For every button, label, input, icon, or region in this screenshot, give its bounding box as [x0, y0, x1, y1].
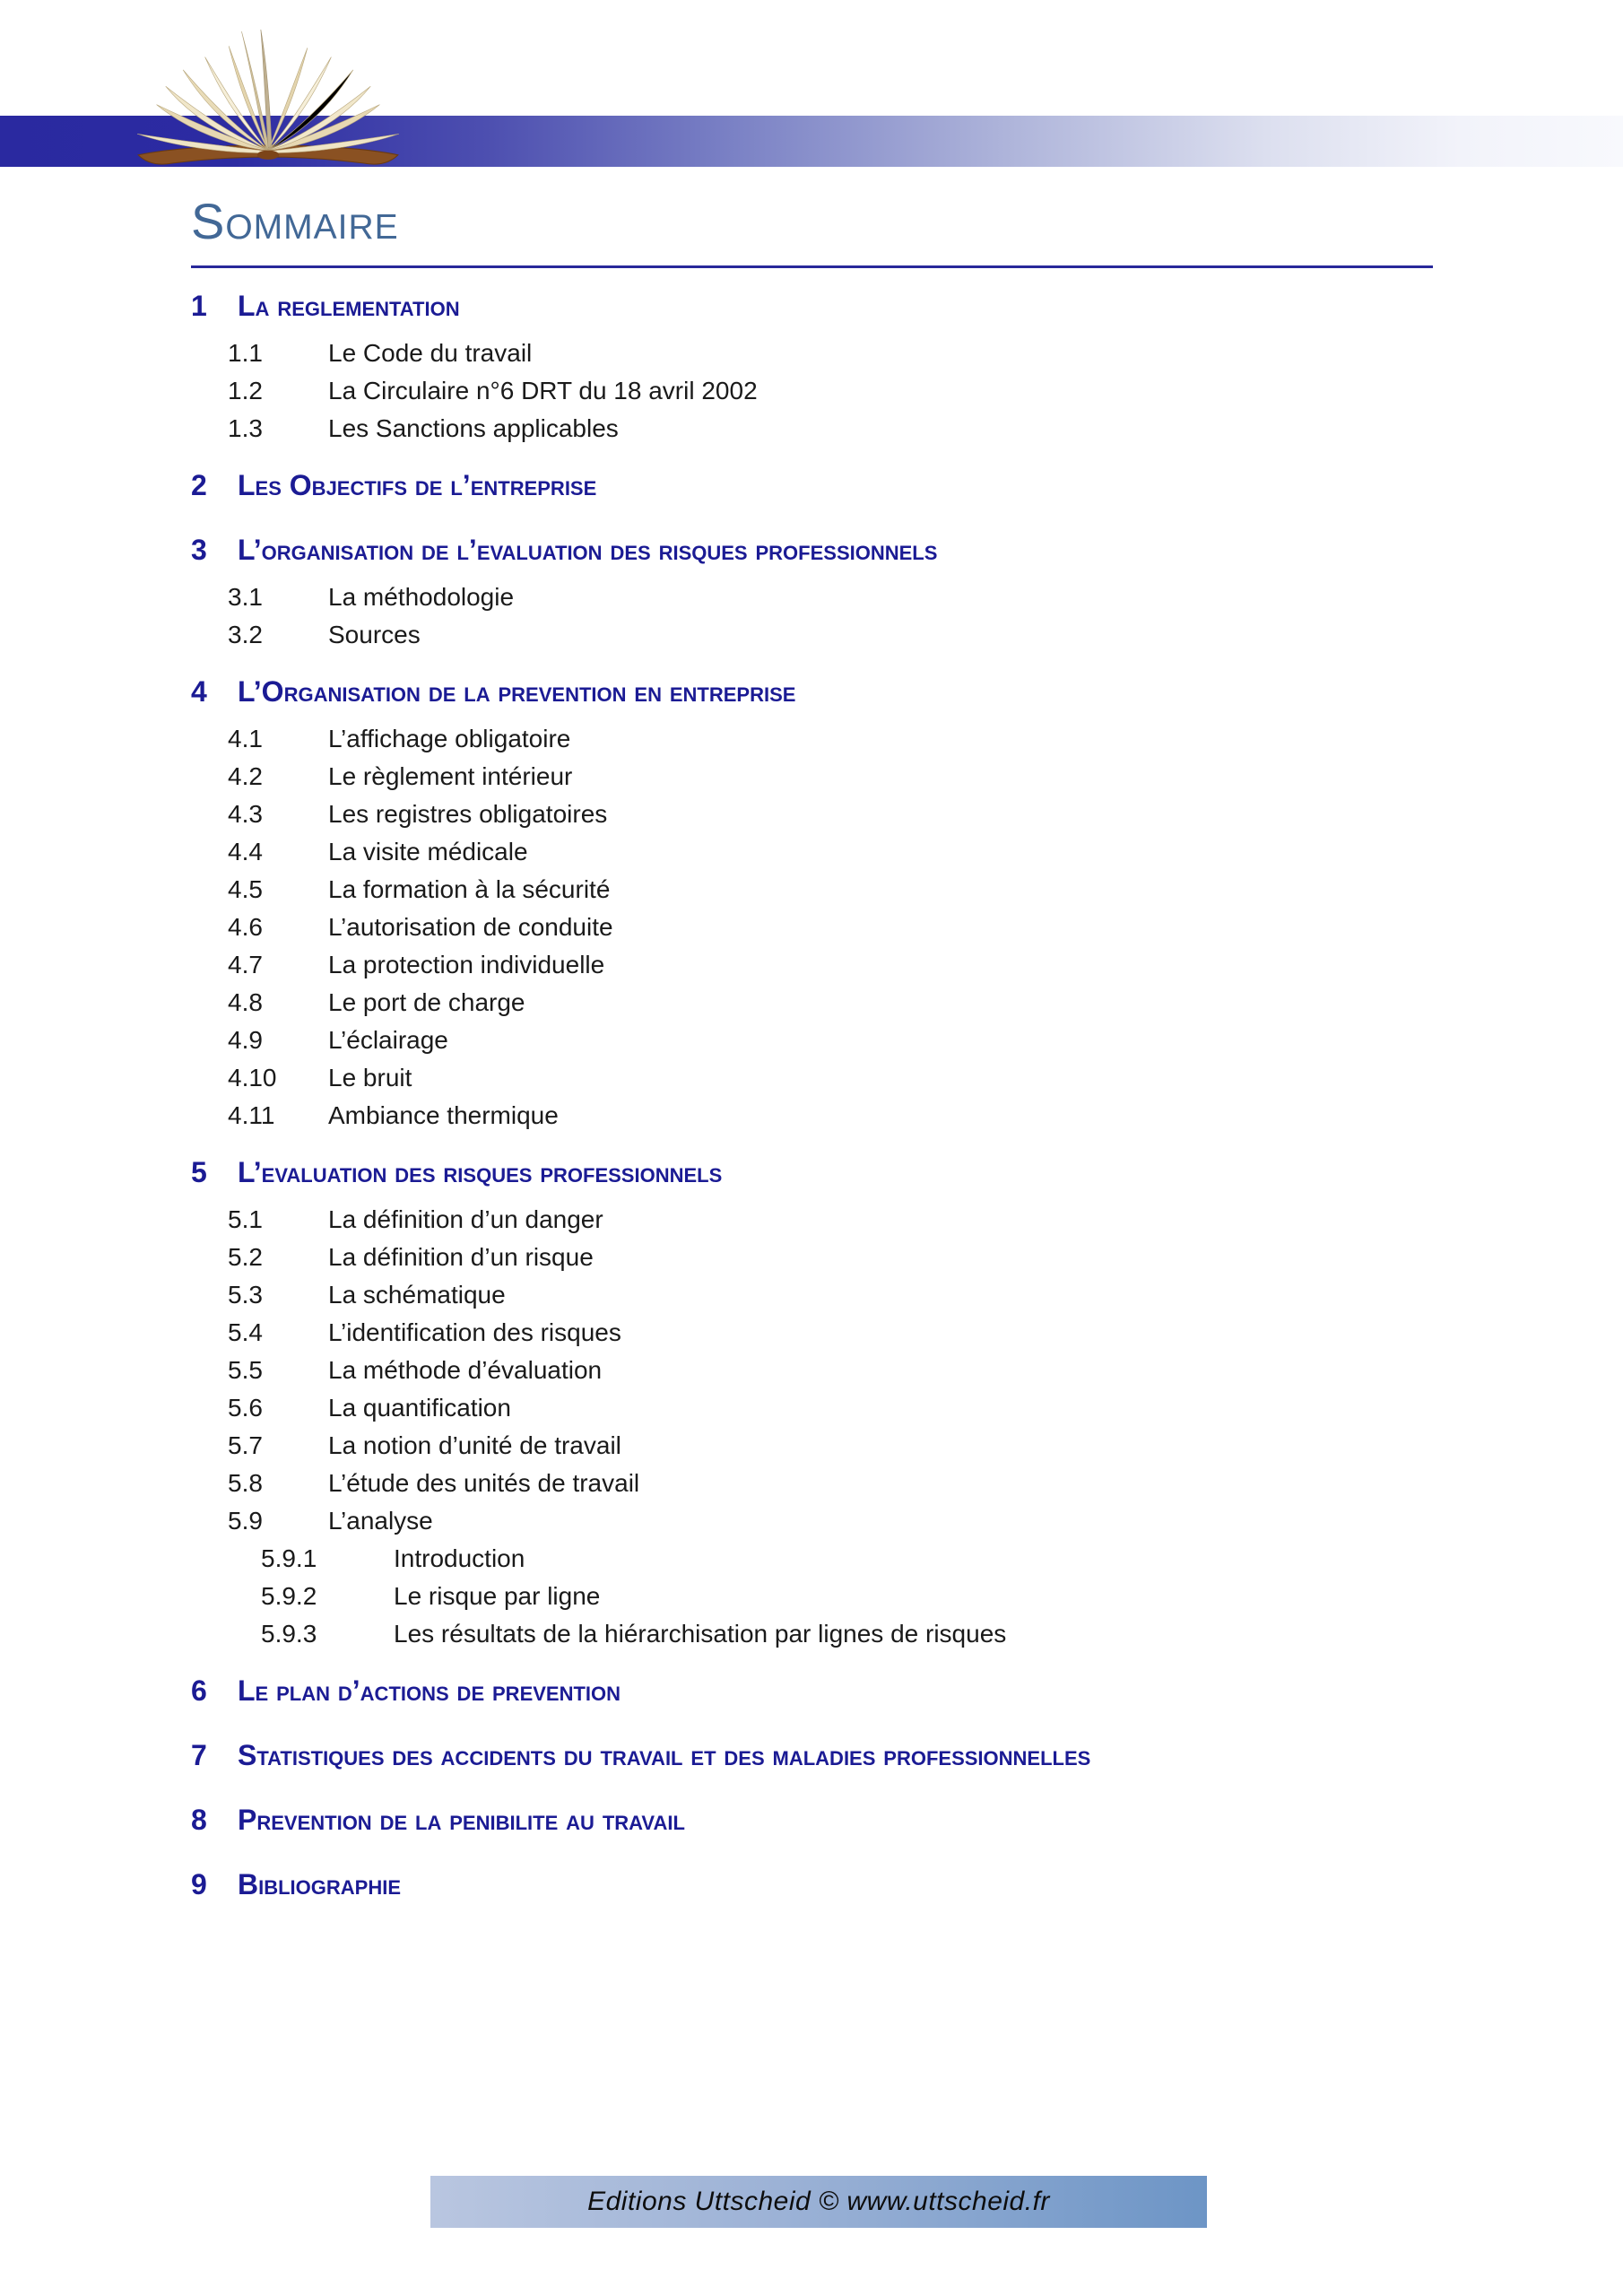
footer-banner	[430, 2176, 1207, 2228]
toc-entry	[228, 946, 1433, 984]
table-of-contents	[191, 279, 1433, 1911]
toc-entry-number: 4.5	[228, 875, 263, 903]
toc-entry	[228, 1465, 1433, 1502]
toc-entry-number: 3	[191, 534, 207, 566]
toc-section-heading	[191, 665, 1433, 718]
toc-entry-label: Les registres obligatoires	[328, 800, 608, 828]
toc-entry	[228, 1059, 1433, 1097]
toc-entry-number: 4.9	[228, 1026, 263, 1054]
toc-entry-label: Le port de charge	[328, 988, 525, 1016]
toc-entry-number: 1.1	[228, 339, 263, 367]
toc-entry-label: L’analyse	[328, 1507, 433, 1535]
toc-entry-label: Bibliographie	[238, 1868, 402, 1900]
toc-entry-number: 5.4	[228, 1318, 263, 1346]
toc-entry-number: 9	[191, 1868, 207, 1900]
open-book-image	[131, 27, 405, 170]
toc-entry-label: La notion d’unité de travail	[328, 1431, 621, 1459]
toc-entry-label: La quantification	[328, 1394, 511, 1422]
toc-entry	[228, 1201, 1433, 1239]
toc-entry	[228, 1239, 1433, 1276]
toc-entry	[228, 1427, 1433, 1465]
toc-entry-label: L’organisation de l’evaluation des risques professionnels	[238, 534, 938, 566]
page-title: Sommaire	[191, 193, 399, 249]
toc-entry-number: 4.7	[228, 951, 263, 978]
toc-entry-number: 4.4	[228, 838, 263, 865]
toc-entry	[228, 796, 1433, 833]
toc-entry-number: 2	[191, 469, 207, 501]
toc-entry-label: Prevention de la penibilite au travail	[238, 1804, 685, 1836]
toc-entry	[228, 1389, 1433, 1427]
toc-entry-label: La visite médicale	[328, 838, 528, 865]
toc-entry-label: La définition d’un risque	[328, 1243, 594, 1271]
toc-entry	[228, 909, 1433, 946]
toc-entry	[261, 1540, 1433, 1578]
toc-entry-number: 5.9.3	[261, 1620, 317, 1648]
toc-entry-number: 4.8	[228, 988, 263, 1016]
main-content	[191, 193, 1433, 1913]
toc-entry	[228, 833, 1433, 871]
toc-section-heading	[191, 279, 1433, 333]
toc-entry	[228, 1276, 1433, 1314]
toc-entry	[228, 1097, 1433, 1135]
toc-entry-label: Les Sanctions applicables	[328, 414, 619, 442]
toc-entry	[228, 578, 1433, 616]
toc-entry	[228, 335, 1433, 372]
toc-entry-number: 4.11	[228, 1101, 275, 1129]
footer-text: Editions Uttscheid © www.uttscheid.fr	[587, 2187, 1050, 2216]
toc-entry	[228, 372, 1433, 410]
toc-entry-number: 4.2	[228, 762, 263, 790]
toc-entry	[261, 1578, 1433, 1615]
toc-entry-label: La reglementation	[238, 290, 460, 322]
toc-entry-label: L’Organisation de la prevention en entreprise	[238, 675, 796, 708]
toc-entry-label: La formation à la sécurité	[328, 875, 611, 903]
toc-entry-number: 6	[191, 1674, 207, 1707]
toc-entry-number: 5.1	[228, 1205, 263, 1233]
open-book-icon	[131, 27, 405, 170]
toc-entry-number: 5.5	[228, 1356, 263, 1384]
toc-entry-number: 7	[191, 1739, 207, 1771]
toc-entry-label: Le Code du travail	[328, 339, 533, 367]
toc-entry-number: 5.2	[228, 1243, 263, 1271]
toc-entry	[228, 720, 1433, 758]
toc-entry-label: Le bruit	[328, 1064, 412, 1091]
toc-entry-number: 4.1	[228, 725, 263, 752]
toc-entry-number: 3.1	[228, 583, 263, 611]
toc-entry-label: La Circulaire n°6 DRT du 18 avril 2002	[328, 377, 758, 404]
toc-section-heading	[191, 523, 1433, 577]
toc-entry	[228, 410, 1433, 448]
toc-entry-number: 4.6	[228, 913, 263, 941]
toc-section-heading	[191, 1857, 1433, 1911]
toc-entry-label: L’identification des risques	[328, 1318, 621, 1346]
toc-entry-number: 1	[191, 290, 207, 322]
toc-section-heading	[191, 1145, 1433, 1199]
toc-entry-label: L’étude des unités de travail	[328, 1469, 640, 1497]
toc-entry-label: La méthodologie	[328, 583, 515, 611]
toc-entry	[228, 984, 1433, 1022]
toc-entry-number: 4	[191, 675, 207, 708]
toc-entry-label: L’autorisation de conduite	[328, 913, 613, 941]
toc-entry-label: L’affichage obligatoire	[328, 725, 571, 752]
toc-entry-label: La définition d’un danger	[328, 1205, 603, 1233]
toc-entry-label: Le règlement intérieur	[328, 762, 573, 790]
title-rule	[191, 265, 1433, 268]
toc-entry-number: 5.8	[228, 1469, 263, 1497]
toc-entry	[228, 1314, 1433, 1352]
toc-entry-number: 8	[191, 1804, 207, 1836]
toc-entry-number: 5.3	[228, 1281, 263, 1309]
toc-entry-number: 5.9.2	[261, 1582, 317, 1610]
toc-entry-number: 5.7	[228, 1431, 263, 1459]
toc-section-heading	[191, 458, 1433, 512]
toc-entry-label: Le plan d’actions de prevention	[238, 1674, 621, 1707]
toc-entry-label: Le risque par ligne	[394, 1582, 601, 1610]
toc-section-heading	[191, 1793, 1433, 1847]
toc-section-heading	[191, 1664, 1433, 1718]
toc-entry-number: 3.2	[228, 621, 263, 648]
toc-entry-label: Sources	[328, 621, 421, 648]
toc-entry	[228, 616, 1433, 654]
toc-entry	[228, 871, 1433, 909]
toc-entry-label: Statistiques des accidents du travail et des maladies professionnelles	[238, 1739, 1091, 1771]
toc-section-heading	[191, 1728, 1433, 1782]
toc-entry-label: L’éclairage	[328, 1026, 448, 1054]
toc-entry-label: La méthode d’évaluation	[328, 1356, 603, 1384]
toc-entry-number: 5.6	[228, 1394, 263, 1422]
toc-entry-label: Les résultats de la hiérarchisation par lignes de risques	[394, 1620, 1007, 1648]
toc-entry-number: 1.2	[228, 377, 263, 404]
toc-entry	[228, 1022, 1433, 1059]
toc-entry-label: L’evaluation des risques professionnels	[238, 1156, 723, 1188]
toc-entry	[228, 758, 1433, 796]
toc-entry	[228, 1502, 1433, 1540]
toc-entry-label: Ambiance thermique	[328, 1101, 559, 1129]
toc-entry-label: La protection individuelle	[328, 951, 605, 978]
toc-entry-number: 5.9	[228, 1507, 263, 1535]
toc-entry-label: La schématique	[328, 1281, 506, 1309]
toc-entry-label: Les Objectifs de l’entreprise	[238, 469, 597, 501]
toc-entry-number: 4.10	[228, 1064, 277, 1091]
toc-entry-number: 4.3	[228, 800, 263, 828]
toc-entry	[261, 1615, 1433, 1653]
toc-entry-number: 5.9.1	[261, 1544, 317, 1572]
toc-entry	[228, 1352, 1433, 1389]
toc-entry-number: 1.3	[228, 414, 263, 442]
toc-entry-label: Introduction	[394, 1544, 525, 1572]
toc-entry-number: 5	[191, 1156, 207, 1188]
